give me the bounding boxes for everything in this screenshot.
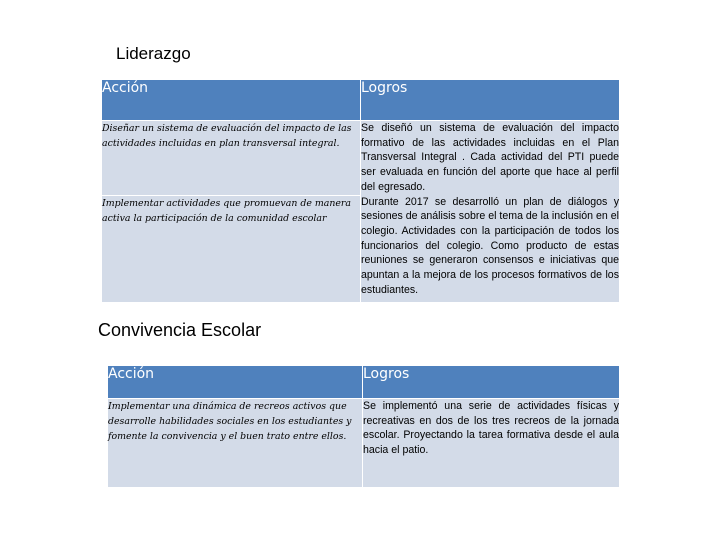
- accion-cell: Implementar actividades que promuevan de manera activa la participación de la comunidad escolar: [102, 196, 361, 303]
- liderazgo-table: [101, 79, 620, 303]
- column-header-logros: Logros: [363, 366, 620, 399]
- table-row: [108, 399, 620, 488]
- convivencia-table: [107, 365, 620, 488]
- logros-text: Se diseñó un sistema de evaluación del impacto formativo de las actividades incluidas en el Plan Transversal Integral . Cada actividad del PTI puede ser evaluada en función del aporte que hace al perfil del egresado.: [361, 122, 619, 193]
- accion-cell: Implementar una dinámica de recreos activos que desarrolle habilidades sociales en los estudiantes y fomente la convivencia y el buen trato entre ellos.: [108, 399, 363, 488]
- logros-cell: Se implementó una serie de actividades físicas y recreativas en dos de los tres recreos de la jornada escolar. Proyectando la tarea formativa desde el aula hacia el patio.: [363, 399, 620, 488]
- column-header-logros: Logros: [361, 80, 620, 121]
- logros-cell: [361, 121, 620, 303]
- section-title-liderazgo: Liderazgo: [116, 44, 191, 63]
- column-header-accion: Acción: [102, 80, 361, 121]
- accion-cell: Diseñar un sistema de evaluación del impacto de las actividades incluidas en plan transversal integral.: [102, 121, 361, 196]
- table-header-row: [102, 80, 620, 121]
- column-header-accion: Acción: [108, 366, 363, 399]
- section-title-convivencia: Convivencia Escolar: [98, 320, 262, 340]
- logros-text: Durante 2017 se desarrolló un plan de diálogos y sesiones de análisis sobre el tema de la inclusión en el colegio. Actividades con la participación de todos los funcionarios del colegio. Como producto de estas reuniones se generaron consensos e iniciativas que apuntan a la mejora de los procesos formativos de los estudiantes.: [361, 195, 619, 296]
- table-header-row: [108, 366, 620, 399]
- table-row: [102, 121, 620, 196]
